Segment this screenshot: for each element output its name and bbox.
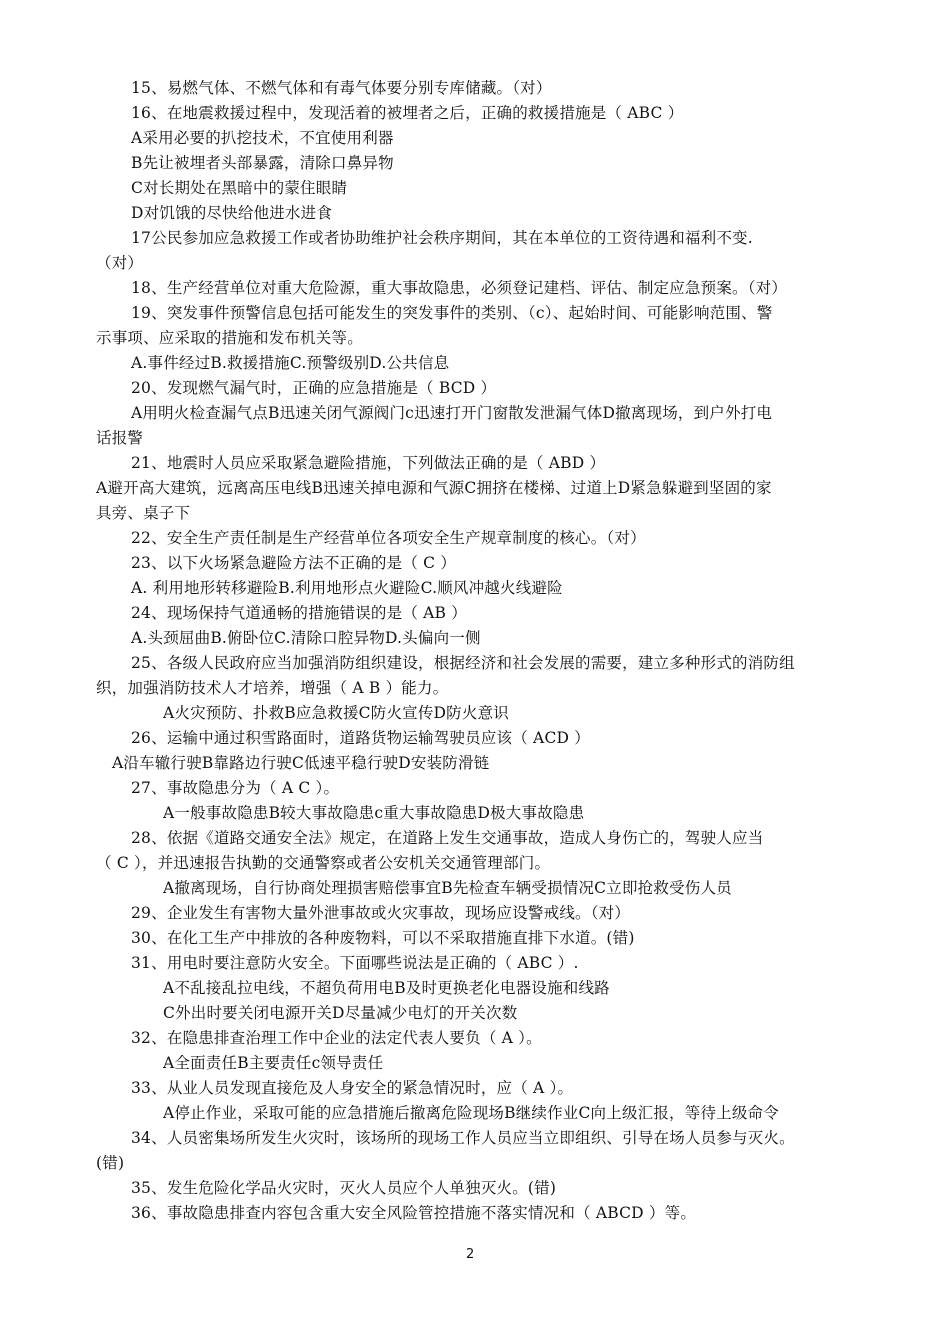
text-line: 示事项、应采取的措施和发布机关等。 — [96, 329, 363, 347]
text-line: 27、事故隐患分为（ A C ）。 — [131, 779, 340, 797]
text-line: 19、突发事件预警信息包括可能发生的突发事件的类别、（c）、起始时间、可能影响范围、警 — [131, 304, 773, 322]
text-line: 25、各级人民政府应当加强消防组织建设，根据经济和社会发展的需要，建立多种形式的消防组 — [131, 654, 795, 672]
text-line: 织，加强消防技术人才培养，增强（ A B ）能力。 — [96, 679, 449, 697]
text-line: （ C ），并迅速报告执勤的交通警察或者公安机关交通管理部门。 — [96, 854, 551, 872]
text-line: A.事件经过B.救援措施C.预警级别D.公共信息 — [131, 354, 450, 372]
text-line: A用明火检查漏气点B迅速关闭气源阀门c迅速打开门窗散发泄漏气体D撤离现场，到户外打电 — [131, 404, 773, 422]
text-line: (错) — [96, 1154, 125, 1172]
text-line: A撤离现场，自行协商处理损害赔偿事宜B先检查车辆受损情况C立即抢救受伤人员 — [163, 879, 732, 897]
text-line: A采用必要的扒挖技术，不宜使用利器 — [131, 129, 394, 147]
text-line: 36、事故隐患排查内容包含重大安全风险管控措施不落实情况和（ ABCD ）等。 — [131, 1204, 697, 1222]
text-line: C对长期处在黑暗中的蒙住眼睛 — [131, 179, 348, 197]
text-line: D对饥饿的尽快给他进水进食 — [131, 204, 333, 222]
text-line: 15、易燃气体、不燃气体和有毒气体要分别专库储藏。（对） — [131, 79, 552, 97]
text-line: 28、依据《道路交通安全法》规定，在道路上发生交通事故，造成人身伤亡的，驾驶人应当 — [131, 829, 764, 847]
text-line: 33、从业人员发现直接危及人身安全的紧急情况时，应（ A ）。 — [131, 1079, 574, 1097]
text-line: 话报警 — [96, 429, 144, 447]
text-line: 24、现场保持气道通畅的措施错误的是（ AB ） — [131, 604, 467, 622]
text-line: A火灾预防、扑救B应急救援C防火宣传D防火意识 — [163, 704, 509, 722]
text-line: A.头颈屈曲B.俯卧位C.清除口腔异物D.头偏向一侧 — [131, 629, 481, 647]
page-number: 2 — [466, 1247, 475, 1262]
text-line: 22、安全生产责任制是生产经营单位各项安全生产规章制度的核心。（对） — [131, 529, 646, 547]
text-line: A. 利用地形转移避险B.利用地形点火避险C.顺风冲越火线避险 — [131, 579, 563, 597]
text-line: 29、企业发生有害物大量外泄事故或火灾事故，现场应设警戒线。（对） — [131, 904, 631, 922]
text-line: 26、运输中通过积雪路面时，道路货物运输驾驶员应该（ ACD ） — [131, 729, 590, 747]
text-line: 17公民参加应急救援工作或者协助维护社会秩序期间，其在本单位的工资待遇和福利不变. — [131, 229, 753, 247]
text-line: 20、发现燃气漏气时，正确的应急措施是（ BCD ） — [131, 379, 497, 397]
text-line: 31、用电时要注意防火安全。下面哪些说法是正确的（ ABC ）. — [131, 954, 579, 972]
text-line: A停止作业，采取可能的应急措施后撤离危险现场B继续作业C向上级汇报，等待上级命令 — [163, 1104, 779, 1122]
text-line: A全面责任B主要责任c领导责任 — [163, 1054, 384, 1072]
text-line: A一般事故隐患B较大事故隐患c重大事故隐患D极大事故隐患 — [163, 804, 585, 822]
text-line: 30、在化工生产中排放的各种废物料，可以不采取措施直排下水道。(错) — [131, 929, 635, 947]
text-line: 35、发生危险化学品火灾时，灭火人员应个人单独灭火。(错) — [131, 1179, 557, 1197]
text-line: 32、在隐患排查治理工作中企业的法定代表人要负（ A ）。 — [131, 1029, 542, 1047]
text-line: A避开高大建筑，远离高压电线B迅速关掉电源和气源C拥挤在楼梯、过道上D紧急躲避到坚固的家 — [96, 479, 772, 497]
text-line: 16、在地震救援过程中，发现活着的被埋者之后，正确的救援措施是（ ABC ） — [131, 104, 684, 122]
text-line: C外出时要关闭电源开关D尽量减少电灯的开关次数 — [163, 1004, 518, 1022]
text-line: 23、以下火场紧急避险方法不正确的是（ C ） — [131, 554, 457, 572]
text-line: 21、地震时人员应采取紧急避险措施，下列做法正确的是（ ABD ） — [131, 454, 606, 472]
text-line: A不乱接乱拉电线，不超负荷用电B及时更换老化电器设施和线路 — [163, 979, 610, 997]
text-line: A沿车辙行驶B靠路边行驶C低速平稳行驶D安装防滑链 — [112, 754, 490, 772]
text-line: B先让被埋者头部暴露，清除口鼻异物 — [131, 154, 394, 172]
text-line: 18、生产经营单位对重大危险源，重大事故隐患，必须登记建档、评估、制定应急预案。（对） — [131, 279, 788, 297]
text-line: 具旁、桌子下 — [96, 504, 191, 522]
text-line: 34、人员密集场所发生火灾时，该场所的现场工作人员应当立即组织、引导在场人员参与灭火。 — [131, 1129, 795, 1147]
text-line: （对） — [96, 254, 144, 272]
